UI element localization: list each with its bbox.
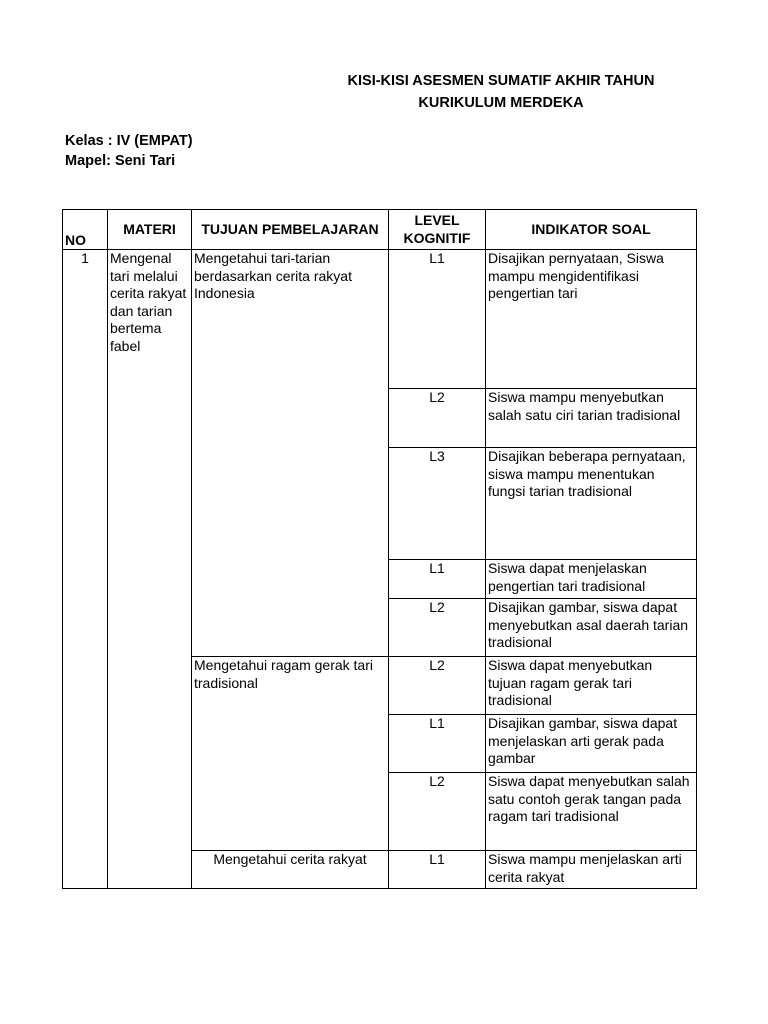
- indikator-cell: Disajikan gambar, siswa dapat menjelaskan arti gerak pada gambar: [486, 715, 697, 773]
- row-number: 1: [63, 250, 108, 889]
- level-cell: L2: [389, 657, 486, 715]
- document-title: KISI-KISI ASESMEN SUMATIF AKHIR TAHUN: [347, 73, 655, 89]
- table-row: [63, 250, 697, 389]
- tujuan-cell: Mengetahui tari-tarian berdasarkan cerita rakyat Indonesia: [192, 250, 389, 657]
- level-cell: L1: [389, 560, 486, 599]
- level-cell: L3: [389, 448, 486, 560]
- header-tujuan: TUJUAN PEMBELAJARAN: [192, 210, 389, 250]
- level-cell: L2: [389, 773, 486, 851]
- indikator-cell: Disajikan beberapa pernyataan, siswa mampu menentukan fungsi tarian tradisional: [486, 448, 697, 560]
- header-level: LEVEL KOGNITIF: [389, 210, 486, 250]
- indikator-cell: Siswa mampu menjelaskan arti cerita rakyat: [486, 851, 697, 889]
- level-cell: L2: [389, 389, 486, 448]
- indikator-cell: Siswa dapat menyebutkan salah satu contoh gerak tangan pada ragam tari tradisional: [486, 773, 697, 851]
- level-cell: L2: [389, 599, 486, 657]
- indikator-cell: Siswa dapat menyebutkan tujuan ragam gerak tari tradisional: [486, 657, 697, 715]
- indikator-cell: Disajikan gambar, siswa dapat menyebutkan asal daerah tarian tradisional: [486, 599, 697, 657]
- kisi-kisi-table: [62, 209, 697, 889]
- tujuan-cell: Mengetahui ragam gerak tari tradisional: [192, 657, 389, 851]
- table-header-row: [63, 210, 697, 250]
- tujuan-cell: Mengetahui cerita rakyat: [192, 851, 389, 889]
- level-cell: L1: [389, 250, 486, 389]
- header-indikator: INDIKATOR SOAL: [486, 210, 697, 250]
- indikator-cell: Siswa dapat menjelaskan pengertian tari tradisional: [486, 560, 697, 599]
- materi-cell: Mengenal tari melalui cerita rakyat dan tarian bertema fabel: [108, 250, 192, 889]
- document-subtitle: KURIKULUM MERDEKA: [418, 95, 584, 111]
- level-cell: L1: [389, 715, 486, 773]
- indikator-cell: Disajikan pernyataan, Siswa mampu mengidentifikasi pengertian tari: [486, 250, 697, 389]
- kelas-label: Kelas : IV (EMPAT): [65, 133, 193, 149]
- header-materi: MATERI: [108, 210, 192, 250]
- header-no: NO: [63, 210, 108, 250]
- indikator-cell: Siswa mampu menyebutkan salah satu ciri tarian tradisional: [486, 389, 697, 448]
- mapel-label: Mapel: Seni Tari: [65, 153, 176, 169]
- level-cell: L1: [389, 851, 486, 889]
